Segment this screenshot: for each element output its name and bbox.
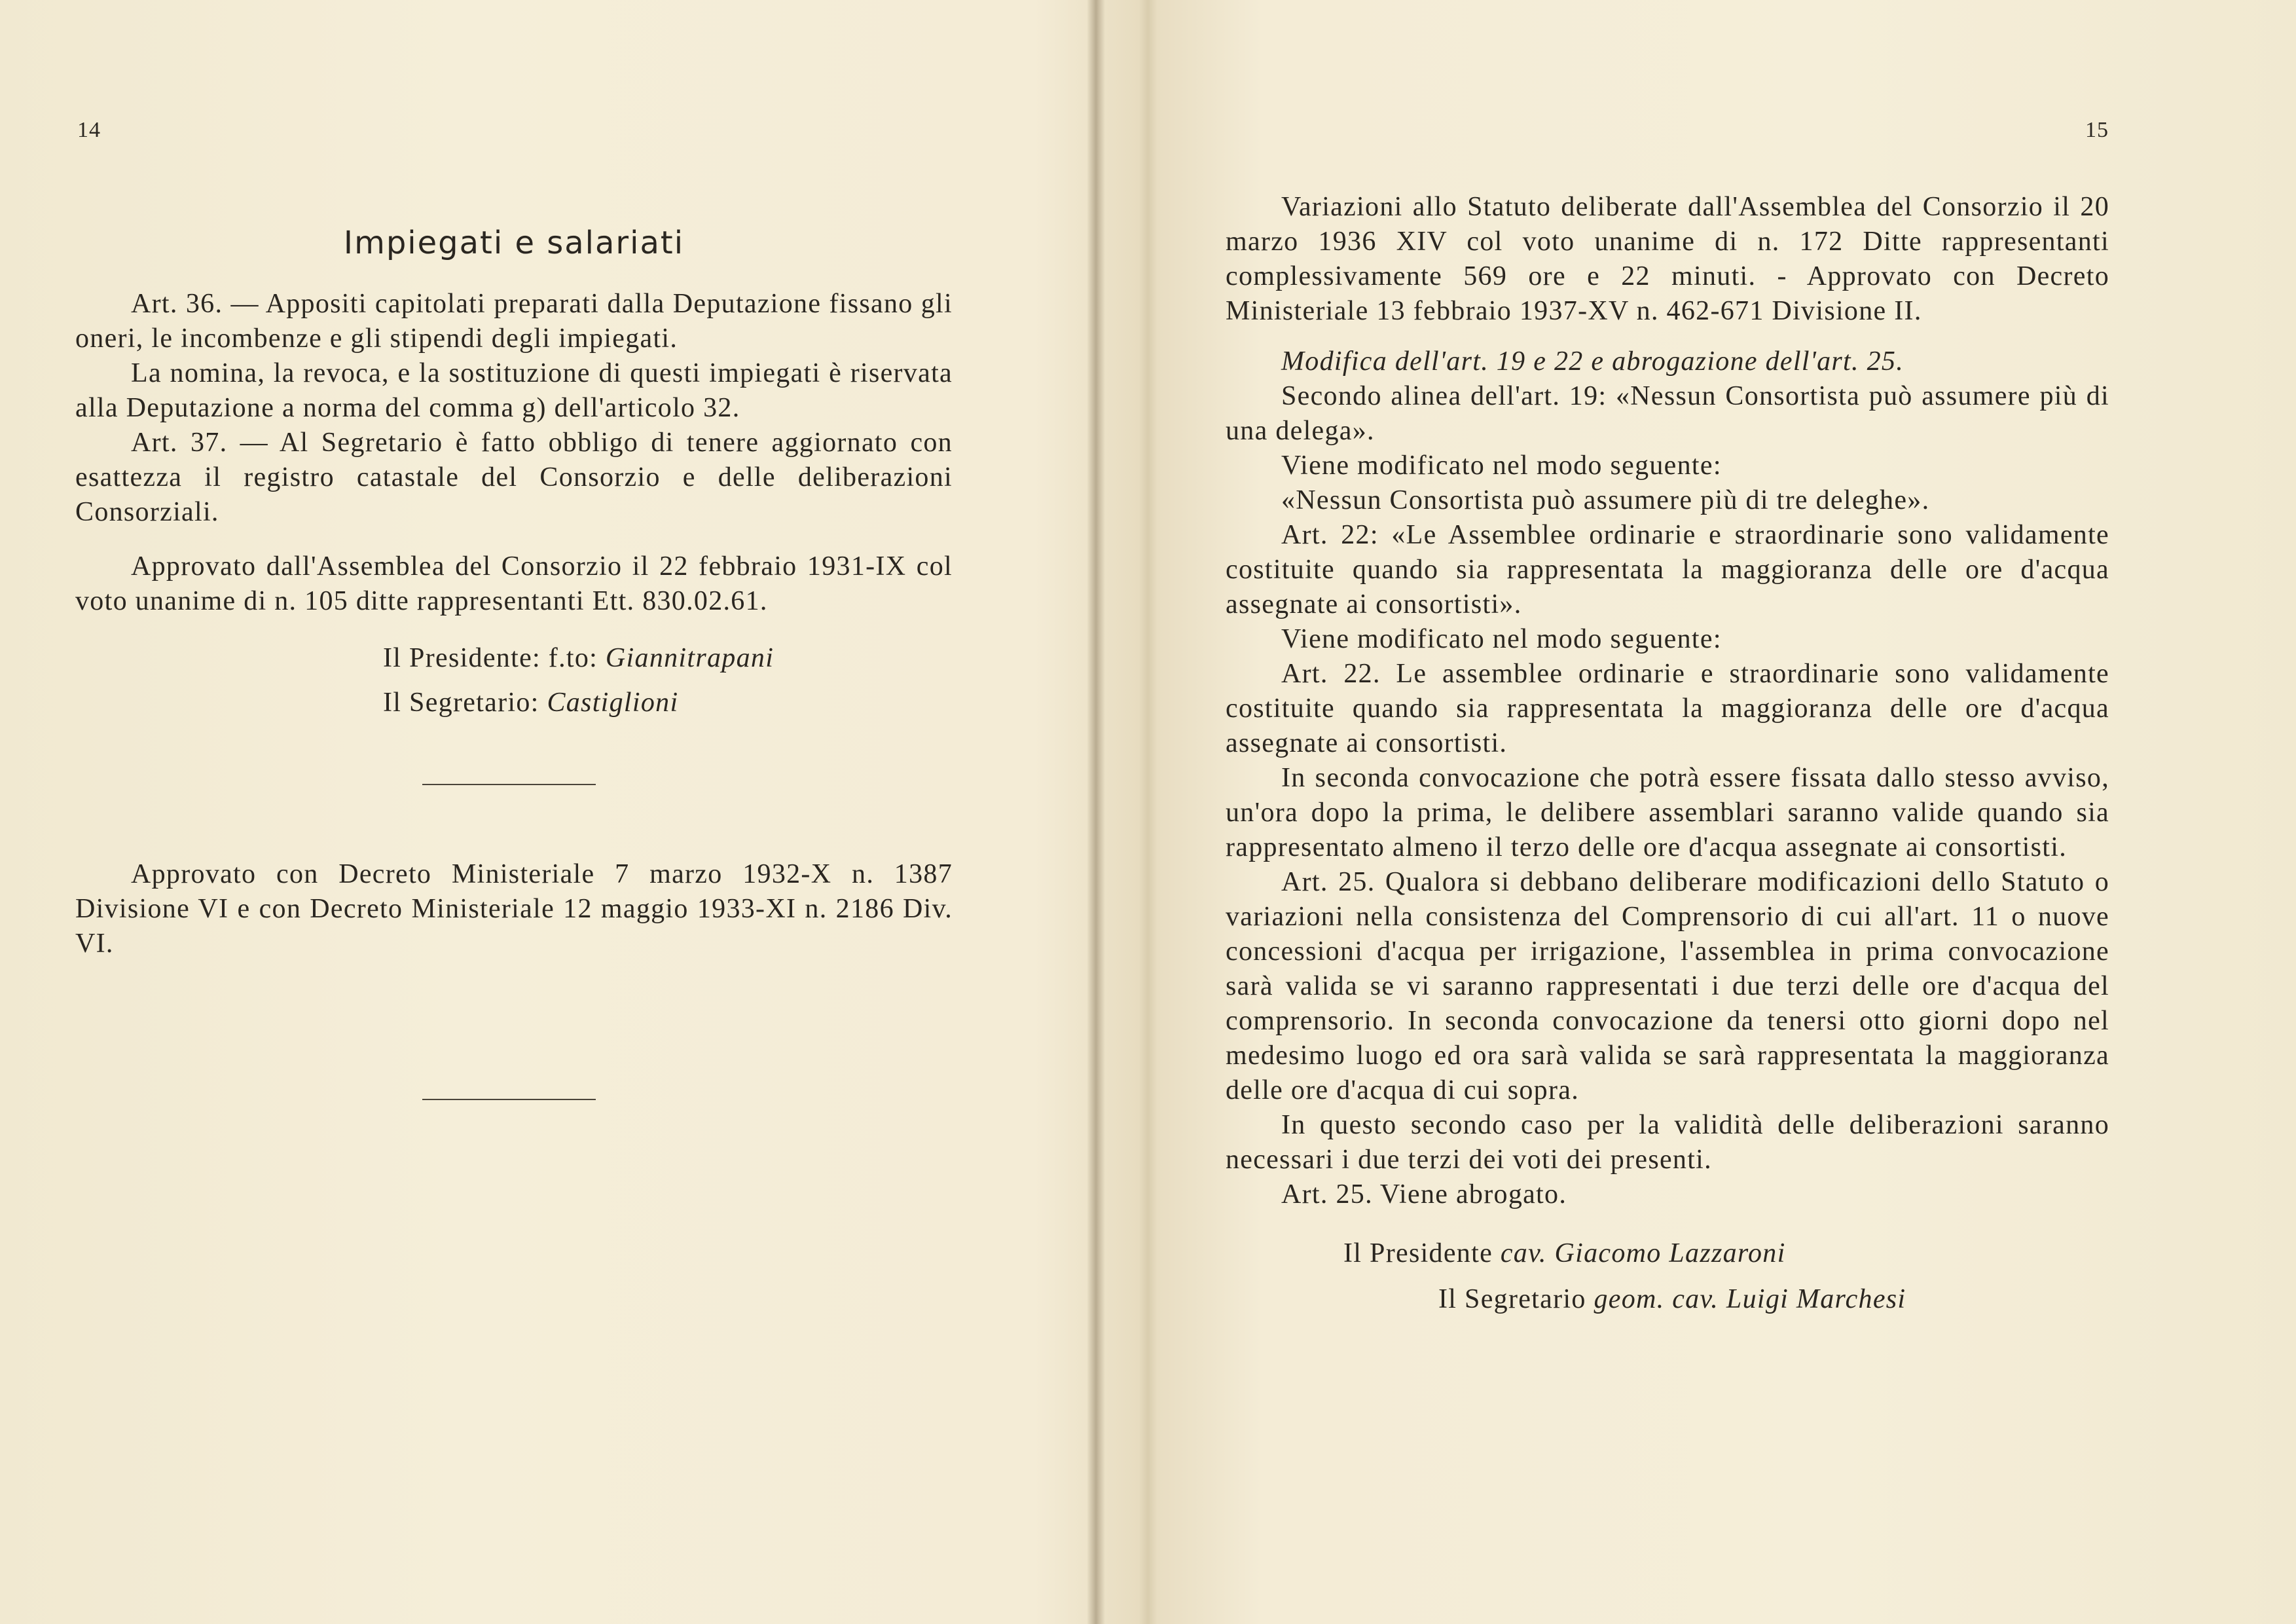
secretary-signature bbox=[383, 680, 953, 725]
approval-note: Approvato dall'Assemblea del Consorzio il 22 febbraio 1931-IX col voto unanime di n. 105 ditte rappresentanti Ett. 830.02.61. bbox=[75, 551, 953, 616]
secretary-label: Il Segretario bbox=[1438, 1284, 1586, 1314]
page-number: 14 bbox=[77, 118, 101, 142]
right-page bbox=[1100, 0, 2296, 1624]
president-label: Il Presidente: f.to: bbox=[383, 643, 598, 673]
separator-rule bbox=[422, 1099, 596, 1100]
left-page-body bbox=[75, 226, 953, 1100]
paragraph-art36: Art. 36. — Appositi capitolati preparati dalla Deputazione fissano gli oneri, le incombenze e gli stipendi degli impiegati. bbox=[75, 289, 953, 354]
intro-paragraph: Variazioni allo Statuto deliberate dall'Assemblea del Consorzio il 20 marzo 1936 XIV col voto unanime di n. 172 Ditte rappresentanti complessivamente 569 ore e 22 minuti. - Approvato con Decreto Ministeriale 13 febbraio 1937-XV n. 462-671 Divisione II. bbox=[1226, 192, 2109, 326]
secretary-name: Castiglioni bbox=[547, 688, 679, 718]
secretary-label: Il Segretario: bbox=[383, 688, 539, 718]
paragraph: Secondo alinea dell'art. 19: «Nessun Consortista può assumere più di una delega». bbox=[1226, 381, 2109, 446]
paragraph: Art. 22: «Le Assemblee ordinarie e straordinarie sono validamente costituite quando sia rappresentata la maggioranza delle ore d'acqua assegnate ai consortisti». bbox=[1226, 520, 2109, 619]
paragraph: Art. 22. Le assemblee ordinarie e straordinarie sono validamente costituite quando sia rappresentata la maggioranza delle ore d'acqua assegnate ai consortisti. bbox=[1226, 659, 2109, 758]
paragraph: Viene modificato nel modo seguente: bbox=[1281, 624, 1722, 654]
paragraph: Art. 25. Viene abrogato. bbox=[1281, 1179, 1567, 1209]
left-page bbox=[0, 0, 1093, 1624]
paragraph-nomina: La nomina, la revoca, e la sostituzione di questi impiegati è riservata alla Deputazione a norma del comma g) dell'articolo 32. bbox=[75, 358, 953, 423]
secretary-signature bbox=[1438, 1276, 2109, 1322]
right-page-body bbox=[1226, 190, 2109, 1322]
section-heading: Impiegati e salariati bbox=[343, 225, 685, 261]
president-label: Il Presidente bbox=[1343, 1238, 1493, 1268]
section-title: Modifica dell'art. 19 e 22 e abrogazione dell'art. 25. bbox=[1281, 346, 1904, 377]
paragraph: In seconda convocazione che potrà essere fissata dallo stesso avviso, un'ora dopo la prima, le delibere assemblari saranno valide quando sia rappresentato almeno il terzo delle ore d'acqua assegnate ai consortisti. bbox=[1226, 763, 2109, 862]
paragraph: In questo secondo caso per la validità delle deliberazioni saranno necessari i due terzi dei voti dei presenti. bbox=[1226, 1110, 2109, 1175]
president-name: Giannitrapani bbox=[605, 643, 774, 673]
president-signature bbox=[383, 636, 953, 680]
paragraph: Art. 25. Qualora si debbano deliberare modificazioni dello Statuto o variazioni nella consistenza del Comprensorio di cui all'art. 11 o nuove concessioni d'acqua per irrigazione, l'assemblea in prima convocazione sarà valida se vi saranno rappresentati i due terzi delle ore d'acqua del comprensorio. In seconda convocazione da tenersi otto giorni dopo nel medesimo luogo ed ora sarà valida se sarà rappresentata la maggioranza delle ore d'acqua di cui sopra. bbox=[1226, 867, 2109, 1105]
decree-note: Approvato con Decreto Ministeriale 7 marzo 1932-X n. 1387 Divisione VI e con Decreto Ministeriale 12 maggio 1933-XI n. 2186 Div. VI. bbox=[75, 859, 953, 959]
president-signature bbox=[1343, 1230, 2109, 1276]
president-name: cav. Giacomo Lazzaroni bbox=[1500, 1238, 1786, 1268]
paragraph: Viene modificato nel modo seguente: bbox=[1281, 451, 1722, 481]
paragraph-art37: Art. 37. — Al Segretario è fatto obbligo di tenere aggiornato con esattezza il registro catastale del Consorzio e delle deliberazioni Consorziali. bbox=[75, 428, 953, 527]
page-number: 15 bbox=[2085, 118, 2109, 142]
paragraph: «Nessun Consortista può assumere più di tre deleghe». bbox=[1281, 485, 1930, 515]
secretary-name: geom. cav. Luigi Marchesi bbox=[1594, 1284, 1906, 1314]
